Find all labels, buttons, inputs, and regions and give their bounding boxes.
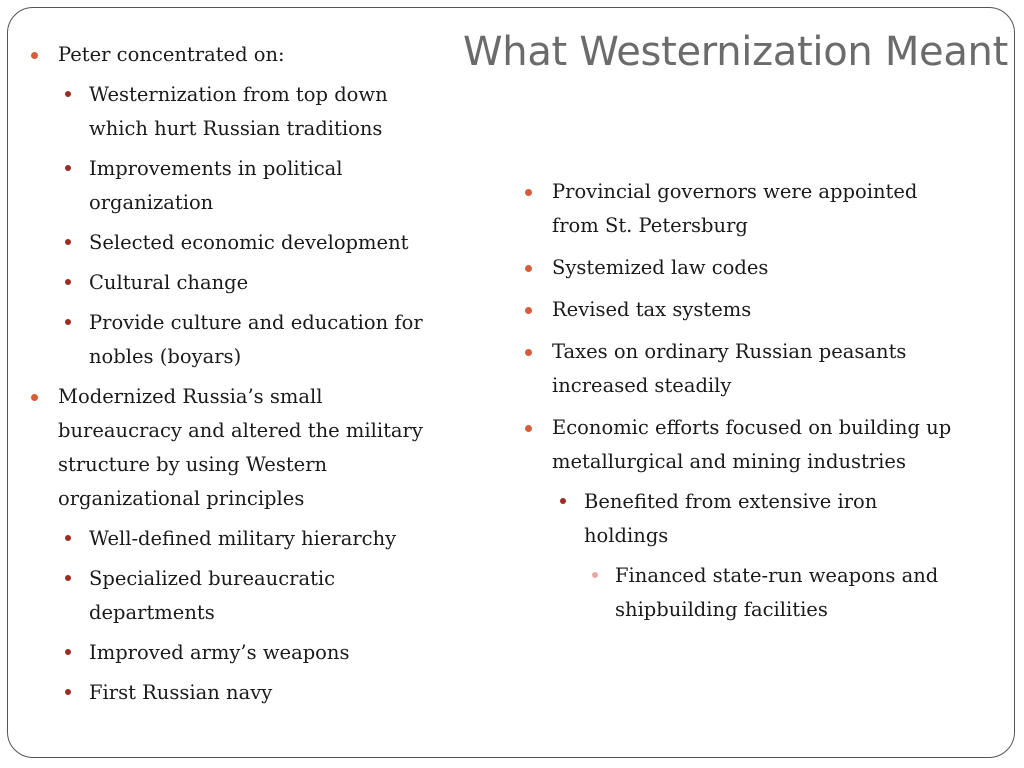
bullet-text: Revised tax systems bbox=[552, 298, 752, 321]
bullet-text: Improved army’s weapons bbox=[89, 641, 350, 664]
bullet-dot-icon bbox=[525, 265, 532, 272]
bullet-item bbox=[28, 380, 446, 516]
sub-bullet-item bbox=[28, 226, 446, 260]
sub-bullet-item bbox=[28, 152, 446, 220]
bullet-text: Selected economic development bbox=[89, 231, 409, 254]
bullet-dot-icon bbox=[525, 189, 532, 196]
bullet-dot-icon bbox=[65, 319, 71, 325]
bullet-dot-icon bbox=[592, 572, 598, 578]
bullet-text: Modernized Russia’s small bureaucracy and altered the military structure by using Western organizational principles bbox=[58, 385, 423, 510]
left-bullet-column bbox=[28, 38, 446, 710]
bullet-text: Peter concentrated on: bbox=[58, 43, 285, 66]
sub-sub-bullet-item bbox=[522, 559, 962, 627]
bullet-dot-icon bbox=[31, 394, 38, 401]
sub-bullet-item bbox=[28, 636, 446, 670]
bullet-dot-icon bbox=[65, 535, 71, 541]
bullet-item bbox=[522, 251, 962, 285]
bullet-item bbox=[522, 335, 962, 403]
bullet-text: Cultural change bbox=[89, 271, 249, 294]
bullet-text: Provide culture and education for nobles (boyars) bbox=[89, 311, 423, 368]
sub-bullet-item bbox=[522, 485, 962, 553]
bullet-text: Financed state-run weapons and shipbuilding facilities bbox=[615, 564, 939, 621]
bullet-dot-icon bbox=[560, 498, 566, 504]
sub-bullet-item bbox=[28, 78, 446, 146]
bullet-text: Westernization from top down which hurt Russian traditions bbox=[89, 83, 388, 140]
bullet-text: Systemized law codes bbox=[552, 256, 769, 279]
bullet-dot-icon bbox=[525, 307, 532, 314]
bullet-item bbox=[522, 293, 962, 327]
sub-bullet-item bbox=[28, 522, 446, 556]
right-bullet-column bbox=[522, 175, 962, 627]
bullet-text: First Russian navy bbox=[89, 681, 273, 704]
bullet-dot-icon bbox=[65, 91, 71, 97]
sub-bullet-item bbox=[28, 676, 446, 710]
bullet-dot-icon bbox=[65, 689, 71, 695]
bullet-dot-icon bbox=[525, 349, 532, 356]
bullet-dot-icon bbox=[525, 425, 532, 432]
bullet-dot-icon bbox=[65, 239, 71, 245]
bullet-item bbox=[28, 38, 446, 72]
bullet-text: Provincial governors were appointed from St. Petersburg bbox=[552, 180, 918, 237]
bullet-text: Well-defined military hierarchy bbox=[89, 527, 397, 550]
slide-title: What Westernization Meant bbox=[463, 29, 1008, 75]
bullet-text: Economic efforts focused on building up metallurgical and mining industries bbox=[552, 416, 952, 473]
bullet-text: Specialized bureaucratic departments bbox=[89, 567, 336, 624]
bullet-text: Benefited from extensive iron holdings bbox=[584, 490, 878, 547]
bullet-text: Improvements in political organization bbox=[89, 157, 343, 214]
sub-bullet-item bbox=[28, 306, 446, 374]
sub-bullet-item bbox=[28, 562, 446, 630]
sub-bullet-item bbox=[28, 266, 446, 300]
bullet-text: Taxes on ordinary Russian peasants increased steadily bbox=[552, 340, 907, 397]
bullet-dot-icon bbox=[65, 165, 71, 171]
bullet-item bbox=[522, 411, 962, 479]
bullet-dot-icon bbox=[65, 575, 71, 581]
bullet-dot-icon bbox=[65, 649, 71, 655]
bullet-dot-icon bbox=[65, 279, 71, 285]
bullet-dot-icon bbox=[31, 52, 38, 59]
bullet-item bbox=[522, 175, 962, 243]
